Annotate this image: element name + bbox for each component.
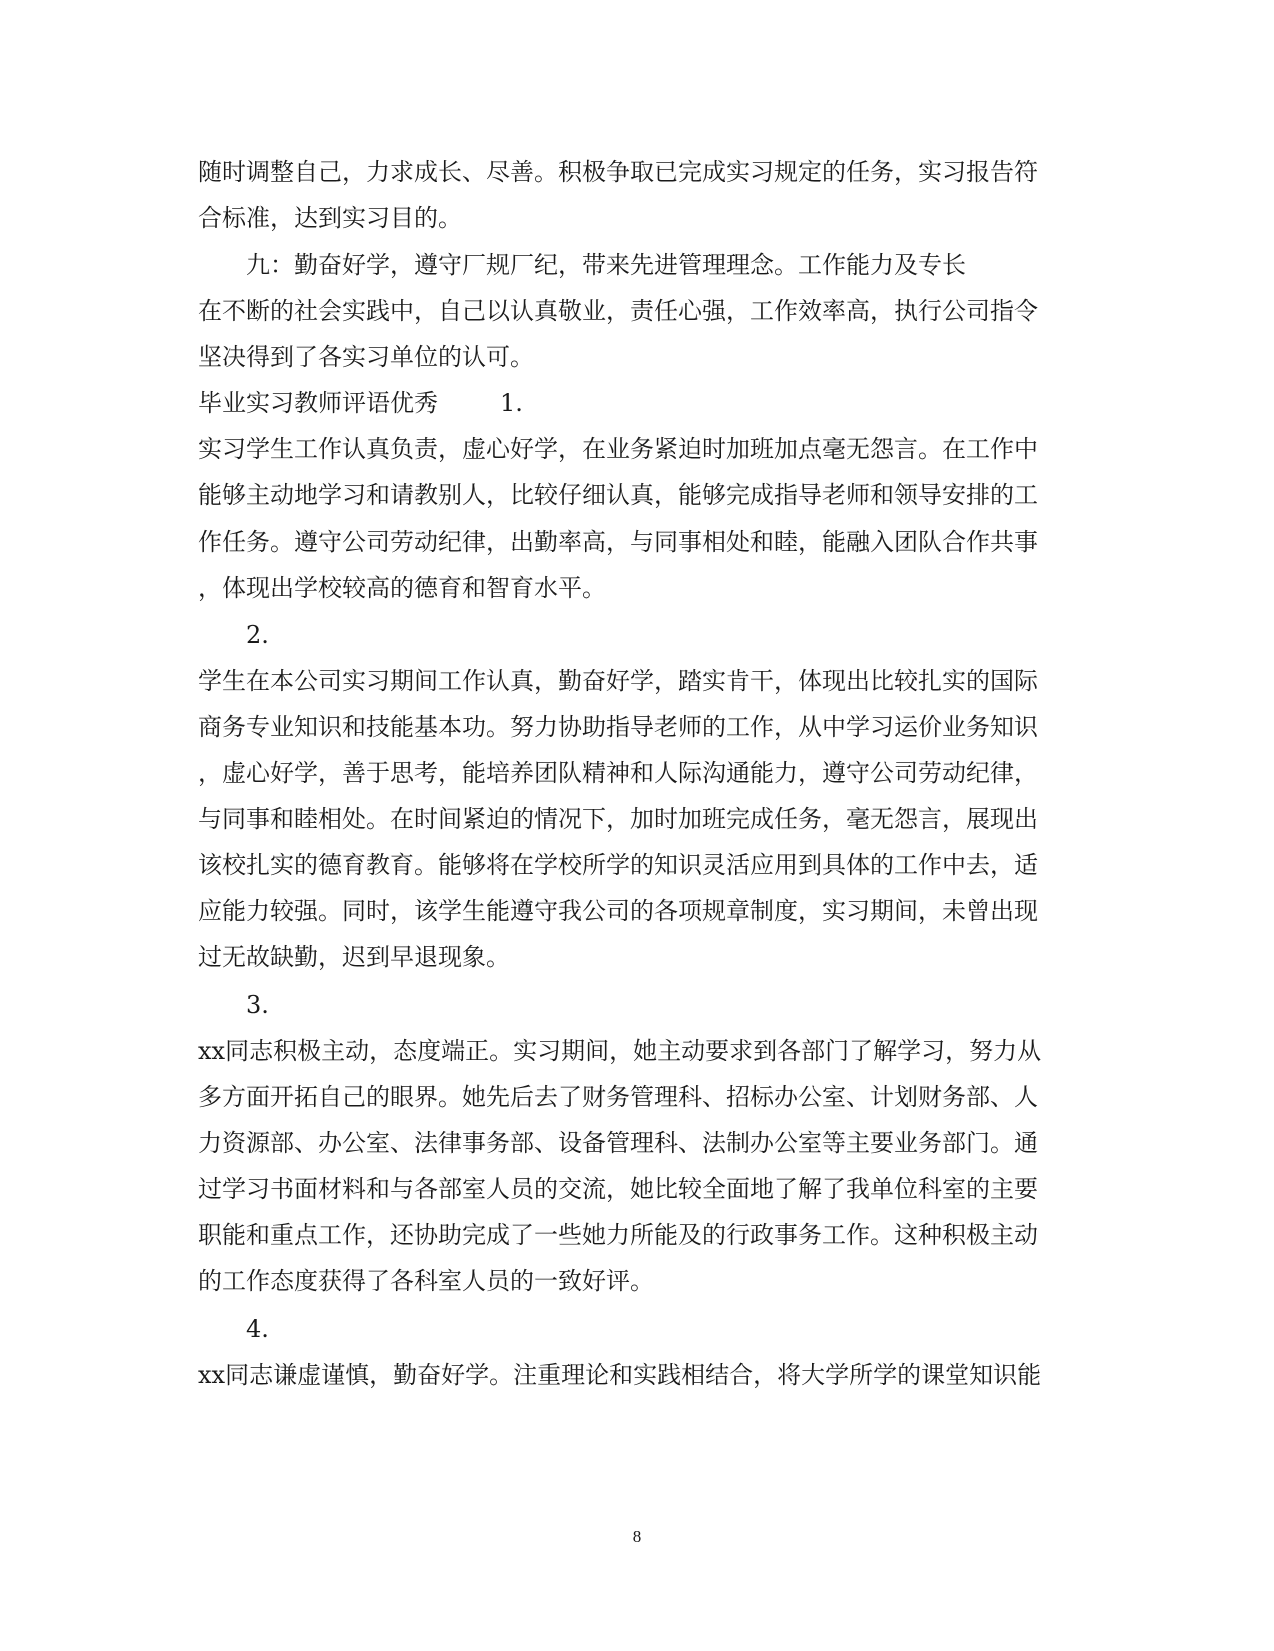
item-number: 2. [246, 621, 269, 649]
text-line: 与同事和睦相处。在时间紧迫的情况下，加时加班完成任务，毫无怨言，展现出 [198, 805, 1038, 833]
section-heading: 毕业实习教师评语优秀 [198, 389, 438, 417]
text-line: 学生在本公司实习期间工作认真，勤奋好学，踏实肯干，体现出比较扎实的国际 [198, 667, 1038, 695]
text-line: 能够主动地学习和请教别人，比较仔细认真，能够完成指导老师和领导安排的工 [198, 481, 1038, 509]
text-line: 作任务。遵守公司劳动纪律，出勤率高，与同事相处和睦，能融入团队合作共事 [198, 528, 1038, 556]
item-number: 1. [500, 389, 523, 417]
text-line: 该校扎实的德育教育。能够将在学校所学的知识灵活应用到具体的工作中去，适 [198, 851, 1038, 879]
text-line: 过学习书面材料和与各部室人员的交流，她比较全面地了解了我单位科室的主要 [198, 1175, 1038, 1203]
text-line: 力资源部、办公室、法律事务部、设备管理科、法制办公室等主要业务部门。通 [198, 1129, 1038, 1157]
text-line: 在不断的社会实践中，自己以认真敬业，责任心强，工作效率高，执行公司指令 [198, 297, 1038, 325]
text-line: 多方面开拓自己的眼界。她先后去了财务管理科、招标办公室、计划财务部、人 [198, 1083, 1038, 1111]
text-line: 职能和重点工作，还协助完成了一些她力所能及的行政事务工作。这种积极主动 [198, 1221, 1038, 1249]
text-line: 应能力较强。同时，该学生能遵守我公司的各项规章制度，实习期间，未曾出现 [198, 897, 1038, 925]
item-number: 4. [246, 1315, 269, 1343]
page-number: 8 [632, 1527, 642, 1546]
text-line: 实习学生工作认真负责，虚心好学，在业务紧迫时加班加点毫无怨言。在工作中 [198, 435, 1038, 463]
text-line: 商务专业知识和技能基本功。努力协助指导老师的工作，从中学习运价业务知识 [198, 713, 1038, 741]
text-line: xx同志谦虚谨慎，勤奋好学。注重理论和实践相结合，将大学所学的课堂知识能 [198, 1361, 1042, 1389]
text-line: xx同志积极主动，态度端正。实习期间，她主动要求到各部门了解学习，努力从 [198, 1037, 1042, 1065]
text-line: 坚决得到了各实习单位的认可。 [198, 343, 534, 371]
text-line: 九：勤奋好学，遵守厂规厂纪，带来先进管理理念。工作能力及专长 [246, 251, 966, 279]
text-line: 合标准，达到实习目的。 [198, 204, 462, 232]
text-line: 的工作态度获得了各科室人员的一致好评。 [198, 1267, 654, 1295]
text-line: 随时调整自己，力求成长、尽善。积极争取已完成实习规定的任务，实习报告符 [198, 158, 1038, 186]
text-line: 过无故缺勤，迟到早退现象。 [198, 943, 510, 971]
item-number: 3. [246, 991, 269, 1019]
text-line: ，体现出学校较高的德育和智育水平。 [198, 574, 606, 602]
text-line: ，虚心好学，善于思考，能培养团队精神和人际沟通能力，遵守公司劳动纪律， [198, 759, 1038, 787]
